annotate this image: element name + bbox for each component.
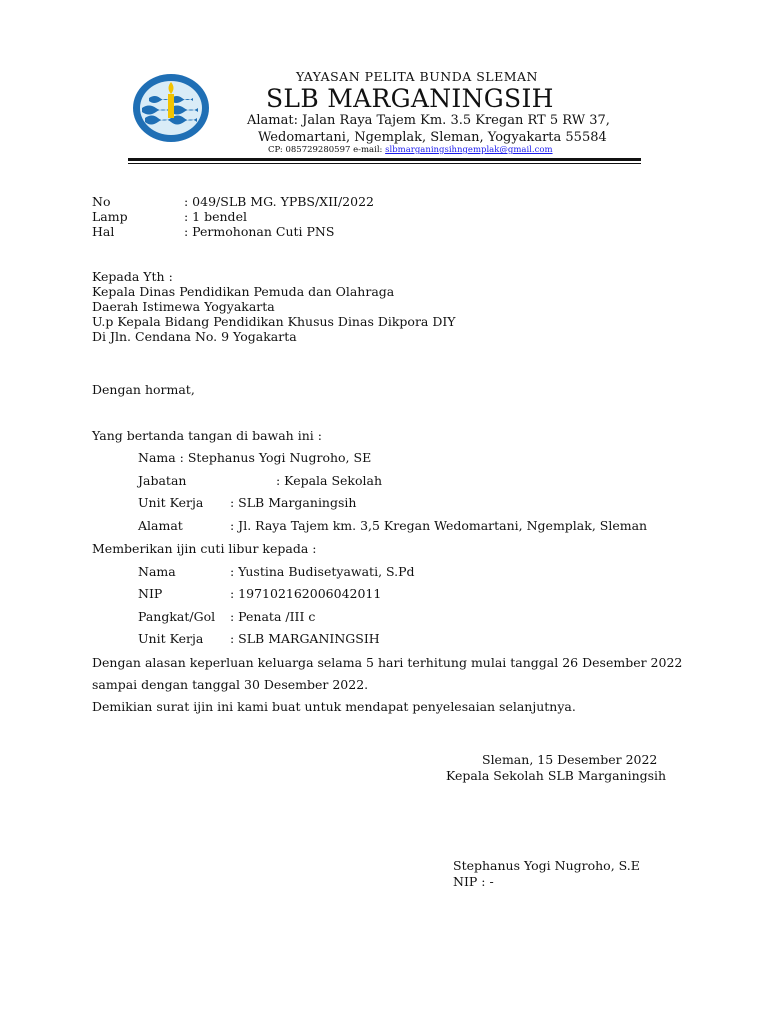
closing-position: Kepala Sekolah SLB Marganingsih <box>446 768 667 783</box>
recipient-line: Kepada Yth : <box>92 269 173 284</box>
employee-value-unit: : SLB MARGANINGSIH <box>230 631 380 646</box>
employee-label-nama: Nama <box>138 564 176 579</box>
address-line-1: Alamat: Jalan Raya Tajem Km. 3.5 Kregan RT 5 RW 37, <box>247 113 610 128</box>
school-logo <box>131 72 211 144</box>
foundation-name: YAYASAN PELITA BUNDA SLEMAN <box>296 69 538 84</box>
employee-value-nama: : Yustina Budisetyawati, S.Pd <box>230 564 415 579</box>
greeting: Dengan hormat, <box>92 382 195 397</box>
contact-line <box>268 145 553 155</box>
meta-label-no: No <box>92 194 111 209</box>
signer-jabatan-label: Jabatan <box>138 473 187 488</box>
employee-label-pangkat: Pangkat/Gol <box>138 609 216 624</box>
employee-label-nip: NIP <box>138 586 163 601</box>
body-line: Demikian surat ijin ini kami buat untuk mendapat penyelesaian selanjutnya. <box>92 699 576 714</box>
employee-value-nip: : 197102162006042011 <box>230 586 382 601</box>
meta-value-lamp: : 1 bendel <box>184 209 247 224</box>
recipient-line: Kepala Dinas Pendidikan Pemuda dan Olahraga <box>92 284 395 299</box>
body-line: Dengan alasan keperluan keluarga selama 5 hari terhitung mulai tanggal 26 Desember 2022 <box>92 655 683 670</box>
meta-label-lamp: Lamp <box>92 209 128 224</box>
meta-label-hal: Hal <box>92 224 115 239</box>
letterhead-rule-thin <box>128 163 641 164</box>
recipient-line: U.p Kepala Bidang Pendidikan Khusus Dinas Dikpora DIY <box>92 314 456 329</box>
meta-value-no: : 049/SLB MG. YPBS/XII/2022 <box>184 194 374 209</box>
closing-signer-name: Stephanus Yogi Nugroho, S.E <box>453 858 640 873</box>
meta-value-hal: : Permohonan Cuti PNS <box>184 224 335 239</box>
school-name: SLB MARGANINGSIH <box>266 84 554 113</box>
recipient-line: Daerah Istimewa Yogyakarta <box>92 299 275 314</box>
letterhead-rule-thick <box>128 158 641 161</box>
contact-prefix: CP: 085729280597 e-mail: <box>268 145 386 155</box>
signer-intro: Yang bertanda tangan di bawah ini : <box>92 428 322 443</box>
address-line-2: Wedomartani, Ngemplak, Sleman, Yogyakarta 55584 <box>258 130 607 145</box>
closing-place-date: Sleman, 15 Desember 2022 <box>482 752 658 767</box>
closing-signer-nip: NIP : - <box>453 874 494 889</box>
email-link[interactable]: slbmarganingsihngemplak@gmail.com <box>385 145 553 155</box>
signer-nama: Nama : Stephanus Yogi Nugroho, SE <box>138 450 372 465</box>
signer-unit-value: : SLB Marganingsih <box>230 495 357 510</box>
employee-value-pangkat: : Penata /III c <box>230 609 316 624</box>
signer-jabatan-value: : Kepala Sekolah <box>276 473 383 488</box>
signer-alamat-value: : Jl. Raya Tajem km. 3,5 Kregan Wedomartani, Ngemplak, Sleman <box>230 518 648 533</box>
signer-unit-label: Unit Kerja <box>138 495 204 510</box>
signer-alamat-label: Alamat <box>138 518 183 533</box>
grant-intro: Memberikan ijin cuti libur kepada : <box>92 541 317 556</box>
body-line: sampai dengan tanggal 30 Desember 2022. <box>92 677 369 692</box>
employee-label-unit: Unit Kerja <box>138 631 204 646</box>
recipient-line: Di Jln. Cendana No. 9 Yogakarta <box>92 329 297 344</box>
